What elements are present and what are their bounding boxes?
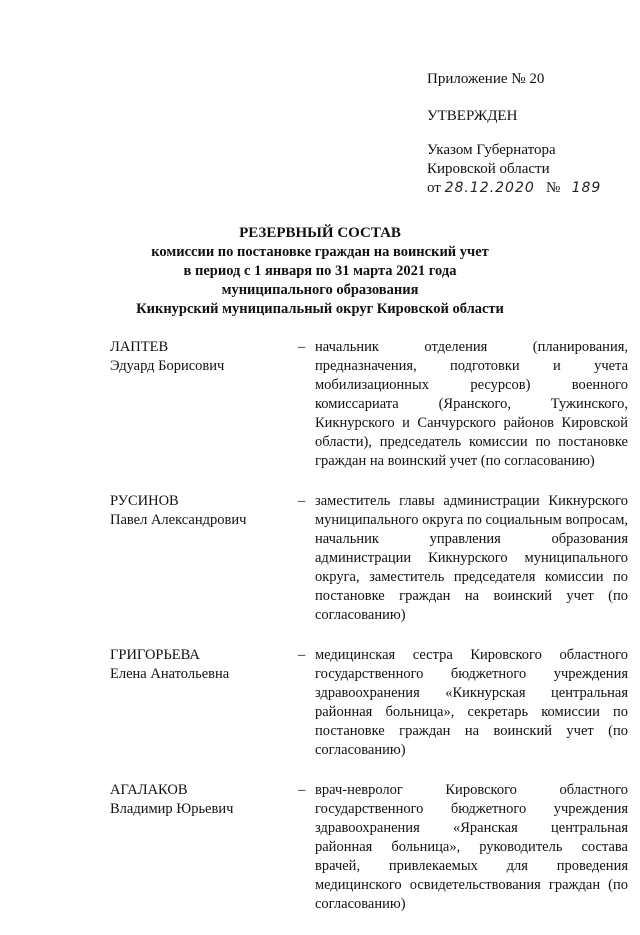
approval-block: [427, 70, 627, 198]
member-surname: ЛАПТЕВ: [110, 339, 169, 355]
member-surname: АГАЛАКОВ: [110, 782, 188, 798]
decree-line-2: Кировской области: [427, 161, 550, 177]
member-entry: [110, 338, 628, 471]
member-given-names: Эдуард Борисович: [110, 358, 225, 374]
member-given-names: Елена Анатольевна: [110, 666, 230, 682]
handwritten-number: 189: [571, 180, 602, 196]
approved-label: УТВЕРЖДЕН: [427, 108, 518, 124]
title-line-3: в период с 1 января по 31 марта 2021 года: [183, 263, 457, 279]
decree-date-line: [427, 179, 627, 198]
member-name: [110, 338, 290, 376]
title-line-2: комиссии по постановке граждан на воинский учет: [151, 244, 489, 260]
decree-line-1: Указом Губернатора: [427, 142, 556, 158]
member-surname: РУСИНОВ: [110, 493, 179, 509]
number-prefix: №: [546, 180, 561, 196]
handwritten-date: 28.12.2020: [444, 180, 535, 196]
members-list: [110, 338, 628, 935]
member-position: врач-невролог Кировского областного государственного бюджетного учреждения здравоохранения «Яранская центральная районная больница», руководитель состава врачей, привлекаемых для проведения медицинского освидетельствования граждан (по согласованию): [315, 782, 628, 912]
member-entry: [110, 646, 628, 760]
member-surname: ГРИГОРЬЕВА: [110, 647, 200, 663]
member-dash: –: [298, 339, 306, 355]
member-dash: –: [298, 782, 306, 798]
member-given-names: Владимир Юрьевич: [110, 801, 234, 817]
title-line-5: Кикнурский муниципальный округ Кировской области: [136, 301, 504, 317]
member-given-names: Павел Александрович: [110, 512, 247, 528]
member-entry: [110, 492, 628, 625]
member-name: [110, 492, 290, 530]
appendix-number: Приложение № 20: [427, 71, 545, 87]
document-title: [0, 224, 640, 319]
member-name: [110, 781, 290, 819]
member-entry: [110, 781, 628, 914]
date-prefix: от: [427, 180, 441, 196]
member-dash: –: [298, 647, 306, 663]
member-position: медицинская сестра Кировского областного государственного бюджетного учреждения здравоохранения «Кикнурская центральная районная больница», секретарь комиссии по постановке граждан на воинский учет (по согласованию): [315, 647, 628, 758]
title-line-4: муниципального образования: [221, 282, 419, 298]
member-name: [110, 646, 290, 684]
title-line-1: РЕЗЕРВНЫЙ СОСТАВ: [239, 225, 401, 241]
member-position: начальник отделения (планирования, предназначения, подготовки и учета мобилизационных ресурсов) военного комиссариата (Яранского, Тужинского, Кикнурского и Санчурского районов Кировской области), председатель комиссии по постановке граждан на воинский учет (по согласованию): [315, 339, 628, 469]
member-position: заместитель главы администрации Кикнурского муниципального округа по социальным вопросам, начальник управления образования администрации Кикнурского муниципального округа, заместитель председателя комиссии по постановке граждан на воинский учет (по согласованию): [315, 493, 628, 623]
member-dash: –: [298, 493, 306, 509]
